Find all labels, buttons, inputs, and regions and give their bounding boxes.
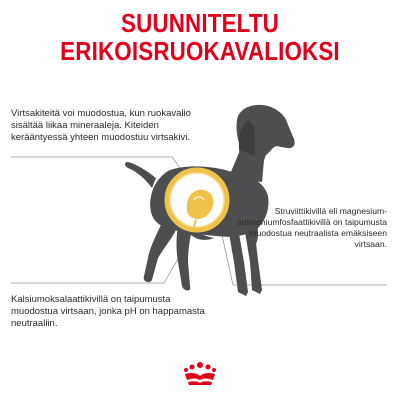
note-calcium-oxalate-stones: Kalsiumoksalaattikivillä on taipumusta muodostua virtsaan, jonka pH on happamasta neutraaliin. bbox=[11, 294, 205, 329]
title-line-1: SUUNNITELTU bbox=[121, 8, 279, 38]
title-line-2: ERIKOISRUOKAVALIOKSI bbox=[60, 36, 340, 66]
bladder-highlight-icon bbox=[167, 170, 227, 230]
royal-canin-crown-icon bbox=[183, 360, 217, 386]
note-urinary-crystals: Virtsakiteitä voi muodostua, kun ruokavalio sisältää liikaa mineraaleja. Kiteiden kerääntyessä yhteen muodostuu virtsakivi. bbox=[11, 108, 191, 143]
note-struvite-stones: Struviittikivillä eli magnesium-ammoniumfosfaattikivillä on taipumusta muodostua neutraalista emäksiseen virtsaan. bbox=[237, 206, 387, 249]
